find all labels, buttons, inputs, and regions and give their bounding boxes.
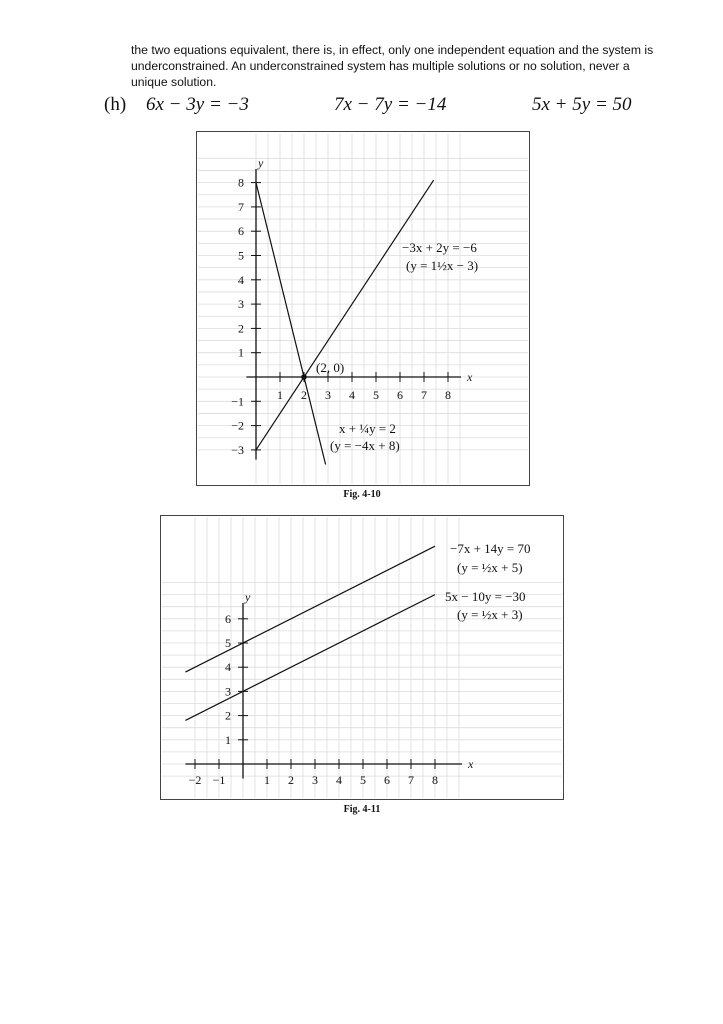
figure-4-11-caption: Fig. 4-11 — [343, 804, 381, 815]
series-label-line: (y = ½x + 5) — [457, 560, 523, 575]
y-tick-label: 8 — [238, 175, 244, 190]
figure-4-11-chart — [160, 515, 564, 800]
intersection-label: (2, 0) — [316, 360, 345, 375]
y-axis-label: y — [258, 156, 264, 170]
problem-label: (h) — [104, 94, 127, 115]
x-tick-label: 5 — [373, 388, 379, 402]
equation-2: 7x − 7y = −14 — [334, 94, 447, 115]
y-tick-label: 5 — [225, 636, 231, 650]
series-label-line: −3x + 2y = −6 — [402, 240, 477, 255]
x-axis-label: x — [467, 370, 473, 384]
paragraph-line: underconstrained. An underconstrained system has multiple solutions or no solution, never a — [131, 59, 630, 73]
intersection-point — [301, 374, 307, 380]
series-label-line: −7x + 14y = 70 — [450, 541, 531, 556]
series-label-line: 5x − 10y = −30 — [445, 589, 526, 604]
paragraph-line: the two equations equivalent, there is, in effect, only one independent equation and the system is — [131, 43, 654, 57]
intro-paragraph — [131, 42, 671, 90]
series-label-line: (y = −4x + 8) — [330, 438, 400, 453]
y-tick-label: 1 — [238, 345, 244, 360]
x-tick-label: 6 — [397, 388, 403, 402]
series-label-line: (y = 1½x − 3) — [406, 258, 479, 273]
x-tick-label: 4 — [349, 388, 355, 402]
y-tick-label: 2 — [225, 708, 231, 723]
equation-3: 5x + 5y = 50 — [532, 94, 632, 115]
y-tick-label: 7 — [238, 199, 244, 214]
x-tick-label: −1 — [212, 773, 226, 787]
y-tick-label: 3 — [225, 684, 231, 699]
y-tick-label: 5 — [238, 248, 244, 263]
y-tick-label: 3 — [238, 297, 244, 312]
x-tick-label: −2 — [188, 773, 202, 787]
x-tick-label: 5 — [360, 773, 366, 787]
x-tick-label: 7 — [421, 388, 427, 402]
x-tick-label: 6 — [384, 773, 390, 787]
y-tick-label: −2 — [231, 418, 244, 433]
y-tick-label: 4 — [238, 272, 244, 287]
y-tick-label: 6 — [225, 611, 231, 626]
figure-4-10-chart — [196, 131, 530, 486]
problem-equations — [0, 94, 723, 120]
y-tick-label: 2 — [238, 321, 244, 336]
figure-4-10 — [196, 131, 530, 486]
y-axis-label: y — [245, 590, 251, 604]
y-tick-label: −1 — [231, 394, 244, 409]
x-tick-label: 4 — [336, 773, 342, 787]
y-tick-label: 1 — [225, 732, 231, 747]
y-tick-label: 4 — [225, 660, 231, 675]
x-tick-label: 1 — [264, 773, 270, 787]
x-tick-label: 1 — [277, 388, 283, 402]
x-tick-label: 2 — [301, 388, 307, 402]
x-tick-label: 3 — [325, 388, 331, 402]
paragraph-line: unique solution. — [131, 75, 217, 89]
y-tick-label: −3 — [231, 442, 244, 457]
equation-1: 6x − 3y = −3 — [146, 94, 249, 115]
figure-4-10-caption: Fig. 4-10 — [343, 489, 381, 500]
x-tick-label: 7 — [408, 773, 414, 787]
x-tick-label: 3 — [312, 773, 318, 787]
figure-4-11 — [160, 515, 564, 800]
x-tick-label: 2 — [288, 773, 294, 787]
x-tick-label: 8 — [445, 388, 451, 402]
series-label-line: x + ¼y = 2 — [339, 421, 396, 436]
x-axis-label: x — [468, 757, 474, 771]
x-tick-label: 8 — [432, 773, 438, 787]
y-tick-label: 6 — [238, 224, 244, 239]
series-label-line: (y = ½x + 3) — [457, 607, 523, 622]
